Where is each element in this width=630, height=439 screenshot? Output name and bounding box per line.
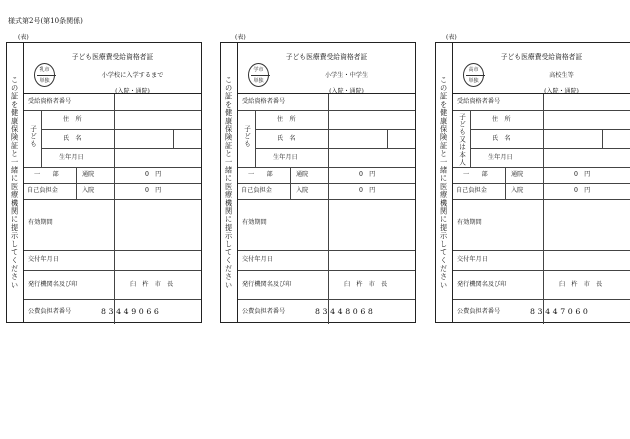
seal-bottom-text: 単独 (253, 78, 264, 84)
coverage-note: (入院・通院) (115, 88, 150, 95)
address-label: 住 所 (63, 116, 82, 123)
issuer-name: 臼 杵 市 長 (344, 281, 388, 288)
self-pay-label: 自己負担金 (241, 187, 272, 194)
card-header (24, 43, 201, 94)
eligibility-scope: 小学校に入学するまで (101, 72, 164, 79)
partial-label: 一 部 (248, 171, 273, 178)
outpatient-label: 通院 (511, 171, 524, 178)
issuer-name: 臼 杵 市 長 (130, 281, 174, 288)
payer-number-label: 公費負担者番号 (28, 308, 72, 315)
seal-bottom-text: 単独 (468, 78, 479, 84)
certificate-card-preschool (6, 42, 202, 323)
valid-period-label: 有効期間 (242, 219, 267, 226)
name-label: 氏 名 (492, 135, 511, 142)
issuer-label: 発行機関名及び印 (28, 281, 78, 288)
card-title: 子ども医療費受給資格者証 (285, 53, 368, 61)
category-seal (34, 63, 55, 87)
seal-top-text: 乳市 (39, 67, 50, 73)
self-pay-label: 自己負担金 (27, 187, 58, 194)
payer-number-label: 公費負担者番号 (242, 308, 286, 315)
issuer-name: 臼 杵 市 長 (559, 281, 603, 288)
seal-top-text: 高市 (468, 67, 479, 73)
valid-period-label: 有効期間 (457, 219, 482, 226)
seal-bottom-text: 単独 (39, 78, 50, 84)
payer-number-value: 83448068 (315, 307, 376, 316)
payer-number-value: 83447060 (530, 307, 591, 316)
issuer-label: 発行機関名及び印 (457, 281, 507, 288)
outpatient-amount: 0 円 (145, 171, 162, 178)
person-label: 子ども (28, 125, 37, 148)
payer-number-label: 公費負担者番号 (457, 308, 501, 315)
category-seal (248, 63, 269, 87)
certificate-card-high-school (435, 42, 630, 323)
birth-date-label: 生年月日 (488, 154, 513, 161)
notice-text: この証を健康保険証と一緒に医療機関に提示してください (10, 75, 20, 290)
notice-column (436, 43, 453, 322)
partial-label: 一 部 (34, 171, 59, 178)
partial-label: 一 部 (463, 171, 488, 178)
seal-top-text: 学市 (253, 67, 264, 73)
certificate-card-elementary-junior (220, 42, 416, 323)
inpatient-label: 入院 (82, 187, 95, 194)
notice-column (221, 43, 238, 322)
card-title: 子ども医療費受給資格者証 (71, 53, 154, 61)
valid-period-label: 有効期間 (28, 219, 53, 226)
eligibility-scope: 高校生等 (549, 72, 574, 79)
address-label: 住 所 (492, 116, 511, 123)
address-label: 住 所 (277, 116, 296, 123)
coverage-note: (入院・通院) (544, 88, 579, 95)
birth-date-label: 生年月日 (273, 154, 298, 161)
person-label: 子ども又は本人 (457, 113, 466, 167)
category-seal (463, 63, 484, 87)
inpatient-label: 入院 (511, 187, 524, 194)
recipient-number-label: 受給資格者番号 (457, 98, 501, 105)
inpatient-label: 入院 (296, 187, 309, 194)
outpatient-amount: 0 円 (574, 171, 591, 178)
inpatient-amount: 0 円 (145, 187, 162, 194)
notice-text: この証を健康保険証と一緒に医療機関に提示してください (224, 75, 234, 290)
name-label: 氏 名 (63, 135, 82, 142)
outpatient-label: 通院 (82, 171, 95, 178)
outpatient-amount: 0 円 (359, 171, 376, 178)
front-label: (表) (18, 34, 29, 41)
person-label: 子ども (242, 125, 251, 148)
front-label: (表) (446, 34, 457, 41)
issuer-label: 発行機関名及び印 (242, 281, 292, 288)
notice-text: この証を健康保険証と一緒に医療機関に提示してください (439, 75, 449, 290)
card-title: 子ども医療費受給資格者証 (500, 53, 583, 61)
eligibility-scope: 小学生・中学生 (324, 72, 369, 79)
inpatient-amount: 0 円 (574, 187, 591, 194)
issue-date-label: 交付年月日 (28, 256, 59, 263)
recipient-number-label: 受給資格者番号 (28, 98, 72, 105)
birth-date-label: 生年月日 (59, 154, 84, 161)
issue-date-label: 交付年月日 (457, 256, 488, 263)
name-label: 氏 名 (277, 135, 296, 142)
front-label: (表) (235, 34, 246, 41)
coverage-note: (入院・通院) (329, 88, 364, 95)
card-header (453, 43, 630, 94)
inpatient-amount: 0 円 (359, 187, 376, 194)
notice-column (7, 43, 24, 322)
issue-date-label: 交付年月日 (242, 256, 273, 263)
recipient-number-label: 受給資格者番号 (242, 98, 286, 105)
outpatient-label: 通院 (296, 171, 309, 178)
self-pay-label: 自己負担金 (456, 187, 487, 194)
card-header (238, 43, 415, 94)
payer-number-value: 83449066 (101, 307, 162, 316)
document-title: 様式第2号(第10条関係) (8, 17, 83, 25)
